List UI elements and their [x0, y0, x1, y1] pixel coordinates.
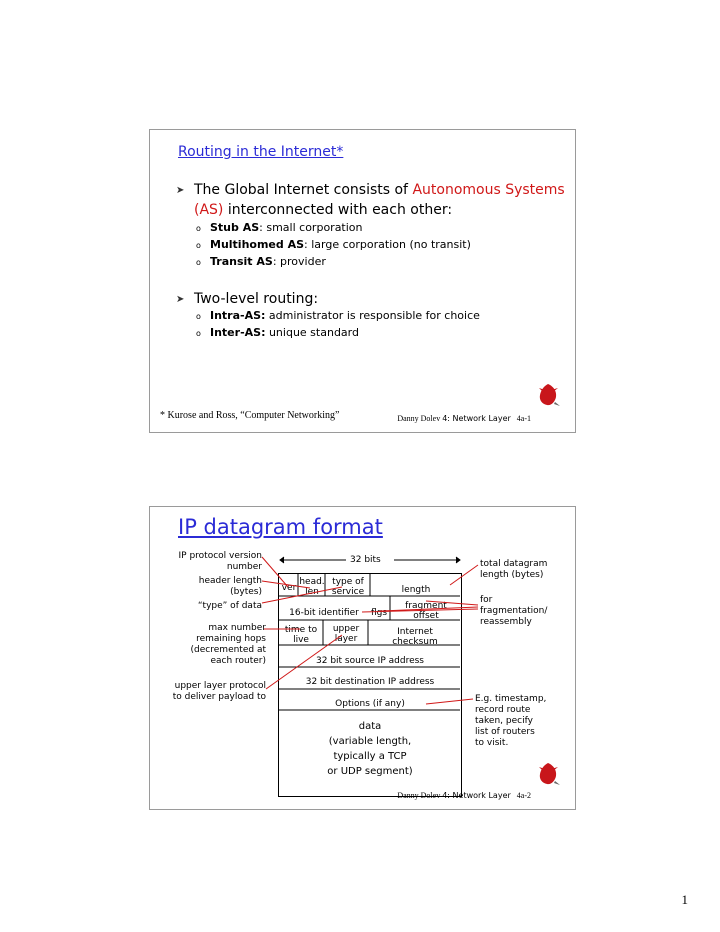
field-line: fragment: [405, 601, 447, 611]
slide-title: IP datagram format: [178, 515, 383, 539]
datagram-lines: [150, 507, 575, 809]
field-line: time to: [284, 625, 318, 635]
circle-bullet-icon: o: [196, 224, 201, 233]
label-line: remaining hops: [196, 634, 266, 644]
field-line: data: [358, 721, 382, 732]
field-line: type of: [332, 577, 364, 587]
label-line: max number: [208, 623, 266, 633]
circle-bullet-icon: o: [196, 312, 201, 321]
label-line: record route: [475, 705, 531, 715]
label-line: (bytes): [230, 587, 262, 597]
circle-bullet-icon: o: [196, 241, 201, 250]
circle-bullet-icon: o: [196, 329, 201, 338]
label-line: fragmentation/: [480, 606, 548, 616]
label-line: length (bytes): [480, 570, 544, 580]
term: Intra-AS:: [210, 309, 266, 322]
bullet-text: interconnected with each other:: [223, 202, 453, 218]
slide-footer: [397, 791, 531, 800]
red-devil-logo-icon: [535, 761, 561, 787]
desc: unique standard: [265, 326, 359, 339]
field-grid: [278, 573, 460, 710]
field-line: layer: [334, 634, 358, 644]
label-line: for: [480, 595, 493, 605]
red-devil-logo-icon: [535, 382, 561, 408]
footnote: * Kurose and Ross, “Computer Networking”: [160, 410, 340, 421]
circle-bullet-icon: o: [196, 258, 201, 267]
label-line: upper layer protocol: [174, 681, 266, 691]
slide-footer: [397, 414, 531, 423]
footer-chapter: 4: Network Layer: [442, 791, 511, 800]
label-line: number: [226, 562, 262, 572]
label-line: total datagram: [480, 559, 548, 569]
bullet-arrow-icon: ➤: [176, 294, 185, 305]
term: Transit AS: [210, 255, 273, 268]
label-line: to visit.: [475, 738, 509, 748]
bullet-text: The Global Internet consists of: [194, 182, 413, 198]
slide-routing-internet: [149, 129, 576, 433]
bits-arrow-icon: [280, 557, 460, 563]
bullet-arrow-icon: ➤: [176, 185, 185, 196]
field-line: typically a TCP: [333, 751, 407, 762]
term: Inter-AS:: [210, 326, 266, 339]
footer-chapter: 4: Network Layer: [442, 414, 511, 423]
field-line: (variable length,: [328, 736, 412, 747]
list-item-intra-as: [196, 308, 480, 325]
field-line: Internet: [397, 627, 433, 637]
label-line: reassembly: [480, 617, 532, 627]
field-identifier: 16-bit identifier: [289, 608, 359, 618]
bullet-two-level-routing: Two-level routing:: [194, 291, 319, 307]
label-line: header length: [198, 576, 262, 586]
term: Stub AS: [210, 221, 260, 234]
footer-page: 4a-2: [516, 791, 531, 800]
highlight-as: (AS): [194, 202, 224, 218]
label-line: E.g. timestamp,: [475, 694, 547, 704]
field-line: or UDP segment): [327, 766, 413, 777]
list-item-inter-as: [196, 325, 359, 342]
bullet-global-internet: [194, 180, 565, 200]
field-options: Options (if any): [335, 699, 405, 709]
label-line: each router): [210, 656, 266, 666]
field-line: live: [293, 635, 309, 645]
field-length: length: [401, 585, 431, 595]
slide-title: Routing in the Internet*: [178, 144, 344, 160]
list-item-stub-as: [196, 220, 363, 237]
field-destination-ip: 32 bit destination IP address: [305, 677, 435, 687]
desc: : provider: [272, 255, 326, 268]
label-line: “type” of data: [197, 601, 262, 611]
field-flags: flgs: [370, 608, 388, 618]
field-source-ip: 32 bit source IP address: [316, 656, 424, 666]
desc: : small corporation: [259, 221, 363, 234]
list-item-multihomed-as: [196, 237, 471, 254]
term: Multihomed AS: [210, 238, 305, 251]
desc: administrator is responsible for choice: [265, 309, 480, 322]
label-line: list of routers: [475, 727, 535, 737]
desc: : large corporation (no transit): [304, 238, 471, 251]
label-line: taken, pecify: [475, 716, 533, 726]
label-line: to deliver payload to: [172, 692, 266, 702]
footer-page: 4a-1: [516, 414, 531, 423]
footer-author: Danny Dolev: [397, 414, 441, 423]
highlight-autonomous-systems: Autonomous Systems: [412, 182, 565, 198]
bits-label: 32 bits: [350, 555, 381, 565]
field-line: len: [305, 587, 319, 597]
label-line: IP protocol version: [178, 551, 262, 561]
field-line: head.: [299, 577, 325, 587]
field-line: service: [331, 587, 365, 597]
field-line: upper: [332, 624, 360, 634]
bullet-global-internet-cont: [194, 200, 452, 220]
field-line: checksum: [392, 637, 438, 647]
label-line: (decremented at: [190, 645, 266, 655]
list-item-transit-as: [196, 254, 326, 271]
field-line: offset: [413, 611, 439, 621]
footer-author: Danny Dolev: [397, 791, 441, 800]
page-number: 1: [681, 892, 688, 907]
field-ver: ver: [281, 583, 297, 593]
slide-ip-datagram-format: [149, 506, 576, 810]
